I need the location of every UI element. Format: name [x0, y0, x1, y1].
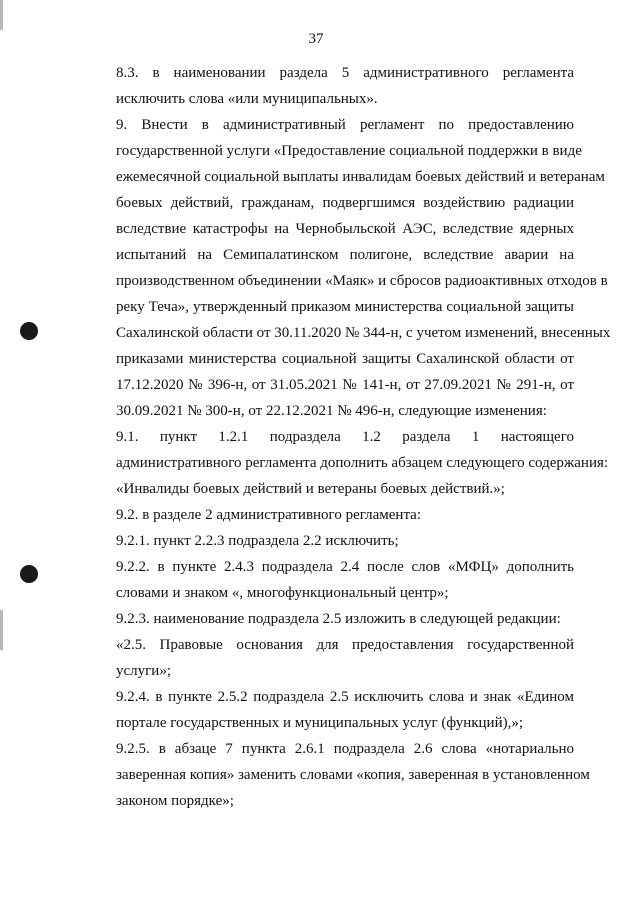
paragraph: [78, 112, 611, 424]
text-line: боевых действий, гражданам, подвергшимся воздействию радиации: [116, 195, 574, 211]
text-line: административного регламента дополнить абзацем следующего содержания:: [116, 455, 609, 471]
text-line: государственной услуги «Предоставление социальной поддержки в виде: [116, 143, 582, 159]
text-line: 9.2.1. пункт 2.2.3 подраздела 2.2 исключить;: [116, 533, 399, 549]
text-line: 9. Внести в административный регламент по предоставлению: [116, 117, 574, 133]
text-line: законом порядке»;: [116, 793, 234, 809]
text-line: 8.3. в наименовании раздела 5 административного регламента: [116, 65, 574, 81]
text-line: испытаний на Семипалатинском полигоне, вследствие аварии на: [116, 247, 574, 263]
text-line: 9.2. в разделе 2 административного регламента:: [116, 507, 422, 523]
paragraph: [78, 476, 574, 502]
document-body: [78, 60, 611, 814]
text-line: портале государственных и муниципальных услуг (функций),»;: [116, 715, 524, 731]
text-line: 9.2.5. в абзаце 7 пункта 2.6.1 подраздела 2.6 слова «нотариально: [116, 741, 574, 757]
text-line: производственном объединении «Маяк» и сбросов радиоактивных отходов в: [116, 273, 608, 289]
paragraph: [78, 606, 574, 632]
text-line: услуги»;: [116, 663, 171, 679]
paragraph: [78, 554, 574, 606]
punch-hole: [20, 565, 38, 583]
text-line: словами и знаком «, многофункциональный центр»;: [116, 585, 449, 601]
text-line: реку Теча», утвержденный приказом министерства социальной защиты: [116, 299, 574, 315]
text-line: вследствие катастрофы на Чернобыльской АЭС, вследствие ядерных: [116, 221, 574, 237]
scan-edge-mark: [0, 610, 3, 650]
paragraph: [78, 424, 609, 476]
punch-hole: [20, 322, 38, 340]
text-line: 17.12.2020 № 396-н, от 31.05.2021 № 141-н, от 27.09.2021 № 291-н, от: [116, 377, 574, 393]
paragraph: [78, 632, 574, 684]
text-line: 9.1. пункт 1.2.1 подраздела 1.2 раздела 1 настоящего: [116, 429, 574, 445]
text-line: 9.2.4. в пункте 2.5.2 подраздела 2.5 исключить слова и знак «Едином: [116, 689, 574, 705]
scan-edge-mark: [0, 0, 3, 30]
paragraph: [78, 528, 574, 554]
paragraph: [78, 736, 590, 814]
text-line: «2.5. Правовые основания для предоставления государственной: [116, 637, 574, 653]
text-line: 9.2.2. в пункте 2.4.3 подраздела 2.4 после слов «МФЦ» дополнить: [116, 559, 574, 575]
paragraph: [78, 684, 574, 736]
paragraph: [78, 502, 574, 528]
text-line: исключить слова «или муниципальных».: [116, 91, 378, 107]
text-line: Сахалинской области от 30.11.2020 № 344-н, с учетом изменений, внесенных: [116, 325, 611, 341]
paragraph: [78, 60, 574, 112]
text-line: 9.2.3. наименование подраздела 2.5 изложить в следующей редакции:: [116, 611, 561, 627]
text-line: 30.09.2021 № 300-н, от 22.12.2021 № 496-н, следующие изменения:: [116, 403, 547, 419]
page-number: 37: [308, 31, 324, 47]
text-line: ежемесячной социальной выплаты инвалидам боевых действий и ветеранам: [116, 169, 605, 185]
text-line: заверенная копия» заменить словами «копия, заверенная в установленном: [116, 767, 590, 783]
text-line: «Инвалиды боевых действий и ветераны боевых действий.»;: [116, 481, 505, 497]
text-line: приказами министерства социальной защиты Сахалинской области от: [116, 351, 574, 367]
